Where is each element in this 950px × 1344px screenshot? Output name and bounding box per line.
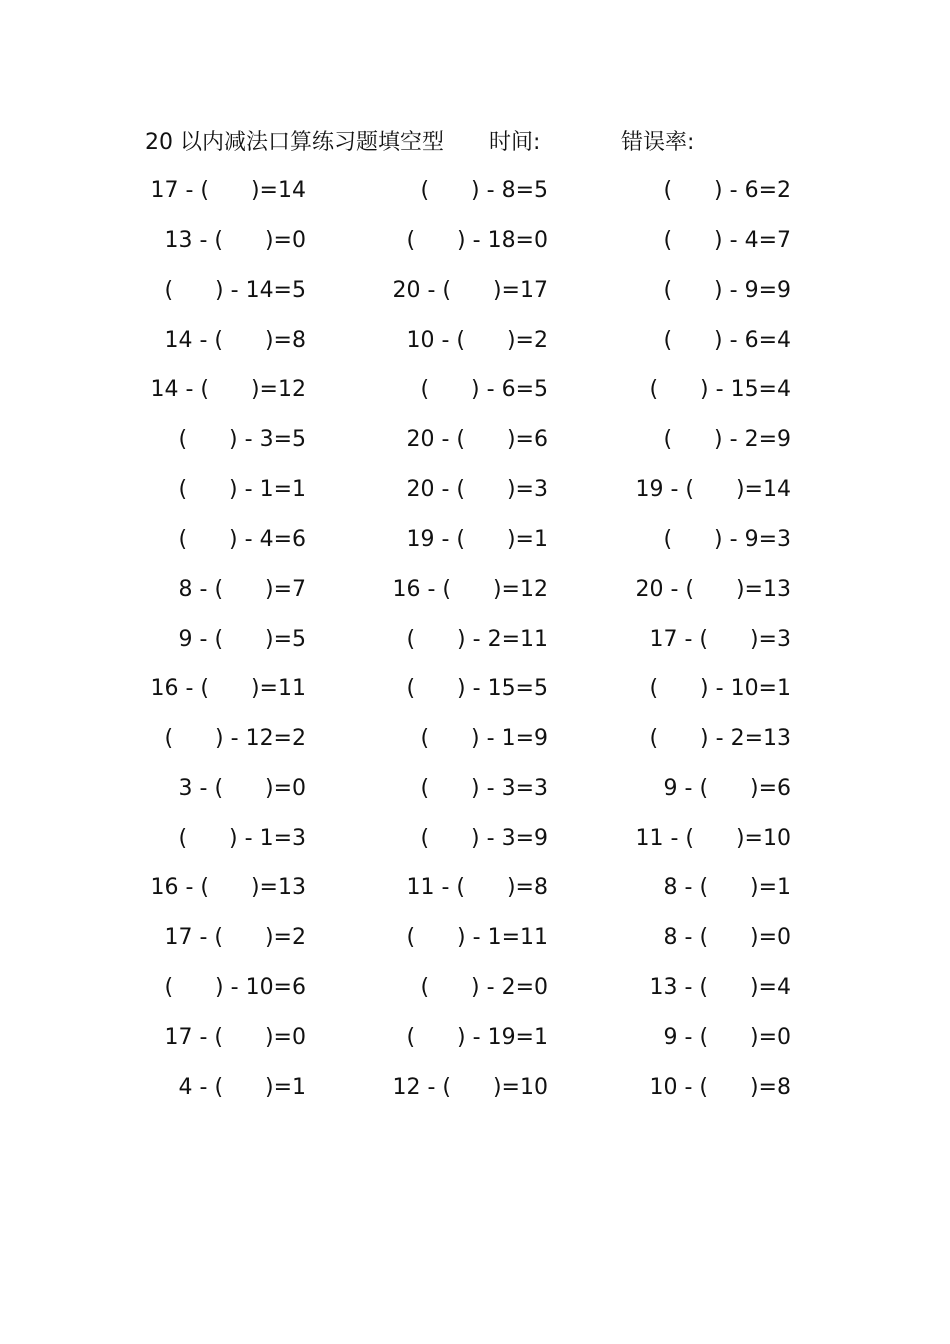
- problem-row: [0, 672, 950, 706]
- problem-item: ( ) - 4=6: [178, 527, 306, 552]
- problem-item: 20 - ( )=6: [406, 427, 548, 452]
- problem-item: 20 - ( )=13: [635, 577, 791, 602]
- problem-item: ( ) - 2=11: [406, 627, 548, 652]
- problem-item: ( ) - 15=4: [649, 377, 791, 402]
- problem-item: 8 - ( )=0: [663, 925, 791, 950]
- problem-item: ( ) - 10=6: [164, 975, 306, 1000]
- problem-item: ( ) - 1=3: [178, 826, 306, 851]
- problem-item: 17 - ( )=0: [164, 1025, 306, 1050]
- problem-item: 14 - ( )=8: [164, 328, 306, 353]
- problem-item: ( ) - 14=5: [164, 278, 306, 303]
- problem-item: ( ) - 2=9: [663, 427, 791, 452]
- problem-item: 11 - ( )=8: [406, 875, 548, 900]
- problem-item: ( ) - 1=1: [178, 477, 306, 502]
- problem-item: ( ) - 10=1: [649, 676, 791, 701]
- problem-row: [0, 1021, 950, 1055]
- problem-item: 16 - ( )=13: [150, 875, 306, 900]
- problem-row: [0, 573, 950, 607]
- problem-item: 12 - ( )=10: [392, 1075, 548, 1100]
- problem-row: [0, 523, 950, 557]
- problem-item: 19 - ( )=14: [635, 477, 791, 502]
- worksheet-title: 20 以内减法口算练习题填空型: [145, 130, 444, 155]
- problem-item: 17 - ( )=2: [164, 925, 306, 950]
- problem-item: 9 - ( )=0: [663, 1025, 791, 1050]
- problem-row: [0, 373, 950, 407]
- problem-item: 10 - ( )=2: [406, 328, 548, 353]
- problem-item: ( ) - 15=5: [406, 676, 548, 701]
- problem-row: [0, 772, 950, 806]
- problem-row: [0, 921, 950, 955]
- problem-item: ( ) - 3=5: [178, 427, 306, 452]
- problem-item: ( ) - 3=3: [420, 776, 548, 801]
- problem-row: [0, 423, 950, 457]
- problem-item: 17 - ( )=3: [649, 627, 791, 652]
- problem-item: ( ) - 8=5: [420, 178, 548, 203]
- problem-item: 20 - ( )=3: [406, 477, 548, 502]
- problem-row: [0, 722, 950, 756]
- time-label: 时间:: [489, 130, 541, 155]
- problem-item: 16 - ( )=11: [150, 676, 306, 701]
- problem-item: 16 - ( )=12: [392, 577, 548, 602]
- problem-item: 3 - ( )=0: [178, 776, 306, 801]
- problem-item: 13 - ( )=4: [649, 975, 791, 1000]
- problem-row: [0, 224, 950, 258]
- problem-row: [0, 822, 950, 856]
- problem-item: 20 - ( )=17: [392, 278, 548, 303]
- problem-item: ( ) - 3=9: [420, 826, 548, 851]
- problem-item: 11 - ( )=10: [635, 826, 791, 851]
- problem-row: [0, 174, 950, 208]
- problem-row: [0, 871, 950, 905]
- problem-item: 19 - ( )=1: [406, 527, 548, 552]
- problem-row: [0, 1071, 950, 1105]
- problem-item: ( ) - 9=3: [663, 527, 791, 552]
- problem-item: ( ) - 2=13: [649, 726, 791, 751]
- problem-item: 9 - ( )=5: [178, 627, 306, 652]
- problem-item: 10 - ( )=8: [649, 1075, 791, 1100]
- problem-item: ( ) - 6=4: [663, 328, 791, 353]
- problem-item: 4 - ( )=1: [178, 1075, 306, 1100]
- problem-row: [0, 324, 950, 358]
- problem-item: ( ) - 18=0: [406, 228, 548, 253]
- problem-item: ( ) - 6=2: [663, 178, 791, 203]
- problem-item: ( ) - 4=7: [663, 228, 791, 253]
- problem-item: 9 - ( )=6: [663, 776, 791, 801]
- problem-item: 13 - ( )=0: [164, 228, 306, 253]
- problem-row: [0, 274, 950, 308]
- problem-item: 14 - ( )=12: [150, 377, 306, 402]
- problem-item: ( ) - 1=9: [420, 726, 548, 751]
- problem-item: ( ) - 12=2: [164, 726, 306, 751]
- problem-item: ( ) - 1=11: [406, 925, 548, 950]
- problem-item: ( ) - 6=5: [420, 377, 548, 402]
- problem-item: ( ) - 2=0: [420, 975, 548, 1000]
- problem-item: ( ) - 19=1: [406, 1025, 548, 1050]
- error-rate-label: 错误率:: [621, 130, 695, 155]
- problem-row: [0, 971, 950, 1005]
- problem-item: 8 - ( )=1: [663, 875, 791, 900]
- problem-item: 17 - ( )=14: [150, 178, 306, 203]
- problem-row: [0, 473, 950, 507]
- problem-row: [0, 623, 950, 657]
- problem-item: ( ) - 9=9: [663, 278, 791, 303]
- problem-item: 8 - ( )=7: [178, 577, 306, 602]
